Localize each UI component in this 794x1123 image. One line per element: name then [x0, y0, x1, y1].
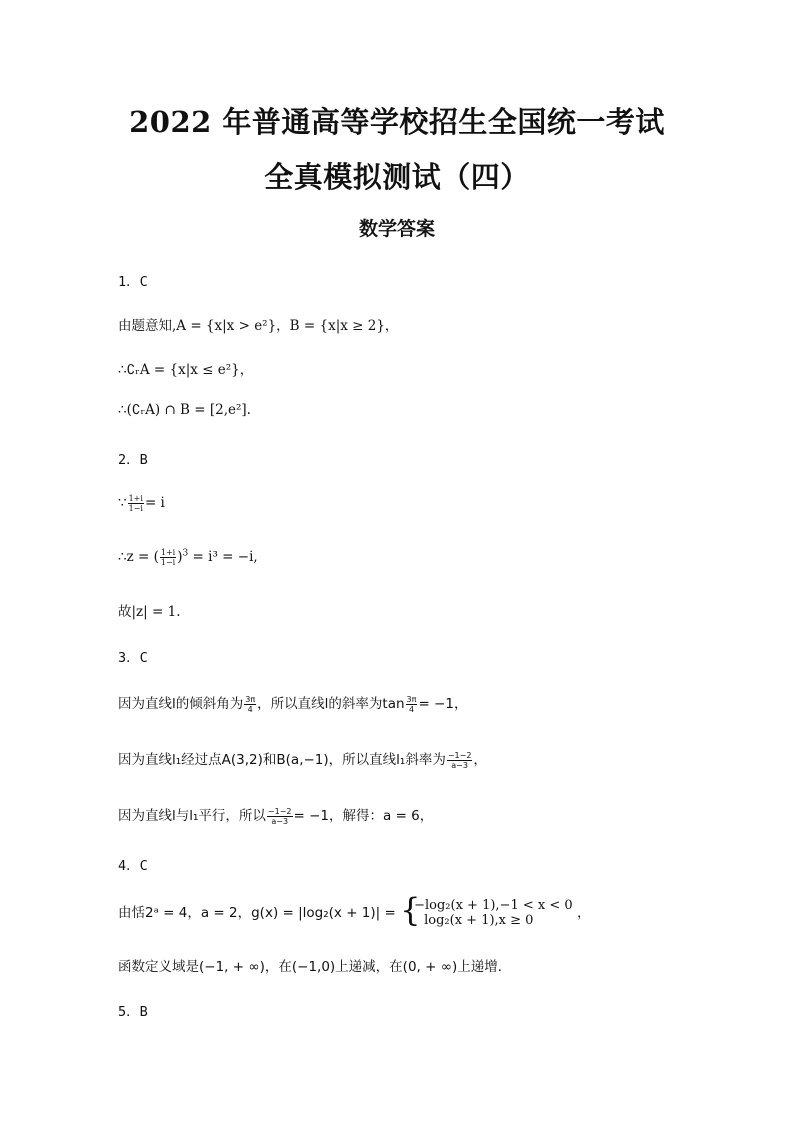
- q2-frac2-num: 1+i: [160, 548, 176, 557]
- q3-l1a: 因为直线l的倾斜角为: [118, 696, 244, 712]
- q2-line1: [118, 494, 734, 513]
- q3-f1-num: 3π: [245, 694, 256, 704]
- q2-rest: = i³ = −i,: [188, 549, 258, 565]
- q3-f3-num: −1−2: [267, 806, 292, 816]
- q3-f3-den: a−3: [271, 816, 289, 826]
- q2-close: ): [177, 549, 183, 565]
- q4-case1: −log₂(x + 1),−1 < x < 0: [414, 898, 573, 913]
- exam-title-line1: 2022 年普通高等学校招生全国统一考试: [129, 105, 665, 139]
- q2-because: ∵: [118, 495, 127, 511]
- q2-frac2-den: 1−i: [160, 558, 176, 567]
- q3-line2: [118, 748, 734, 770]
- q3-l2a: 因为直线l₁经过点A(3,2)和B(a,−1)，所以直线l₁斜率为: [118, 752, 446, 768]
- left-brace-icon: {: [400, 891, 421, 929]
- q3-line1: [118, 692, 734, 714]
- q2-line2: [118, 548, 734, 567]
- q3-f2-den: a−3: [451, 760, 468, 770]
- q2-frac-num: 1+i: [128, 494, 143, 503]
- q3-l1c: = −1，: [418, 696, 468, 712]
- q4-case2: log₂(x + 1),x ≥ 0: [424, 913, 534, 928]
- q3-frac1b: [406, 695, 418, 714]
- q1-answer: 1．C: [118, 274, 148, 290]
- q2-line3: 故|z| = 1.: [118, 604, 181, 620]
- q3-f1b-den: 4: [408, 704, 415, 714]
- answer-subtitle: 数学答案: [358, 218, 435, 240]
- q3-f2-num: −1−2: [447, 750, 472, 760]
- q3-frac3: [267, 807, 293, 826]
- q4-line1: [118, 891, 734, 929]
- q3-frac1: [244, 695, 256, 714]
- q3-frac2: [447, 751, 473, 770]
- q3-f1-den: 4: [247, 704, 253, 714]
- q3-f1b-num: 3π: [406, 694, 417, 704]
- q4-l1a: 由恬2ᵃ = 4，a = 2，g(x) = |log₂(x + 1)| =: [118, 905, 396, 921]
- q2-answer: 2．B: [118, 452, 148, 468]
- q1-line1: 由题意知,A = {x|x > e²}，B = {x|x ≥ 2}，: [118, 318, 399, 334]
- q3-answer: 3．C: [118, 650, 148, 666]
- q3-l2b: ，: [473, 752, 487, 768]
- exam-title-line2: 全真模拟测试（四）: [264, 160, 530, 194]
- q3-l1b: ，所以直线l的斜率为tan: [257, 696, 405, 712]
- q3-line3: [118, 804, 734, 826]
- q2-exp: 3: [182, 548, 189, 559]
- q3-l3b: = −1，解得：a = 6，: [293, 808, 434, 824]
- q2-eq: = i: [144, 495, 165, 511]
- q4-answer: 4．C: [118, 858, 148, 874]
- q4-piecewise: [400, 891, 573, 929]
- q2-frac-den: 1−i: [128, 504, 143, 513]
- q1-line3: ∴(∁ᵣA) ∩ B = [2,e²].: [118, 402, 251, 418]
- q4-l1b: ，: [576, 905, 591, 921]
- q2-fraction: [128, 494, 144, 513]
- q5-answer: 5．B: [118, 1004, 148, 1020]
- q3-l3a: 因为直线l与l₁平行，所以: [118, 808, 266, 824]
- q2-fraction2: [160, 548, 176, 567]
- q4-line2: 函数定义域是(−1, + ∞)，在(−1,0)上递减，在(0, + ∞)上递增．: [118, 959, 512, 975]
- q2-z-prefix: ∴z = (: [118, 549, 159, 565]
- q1-line2: ∴∁ᵣA = {x|x ≤ e²}，: [118, 362, 254, 378]
